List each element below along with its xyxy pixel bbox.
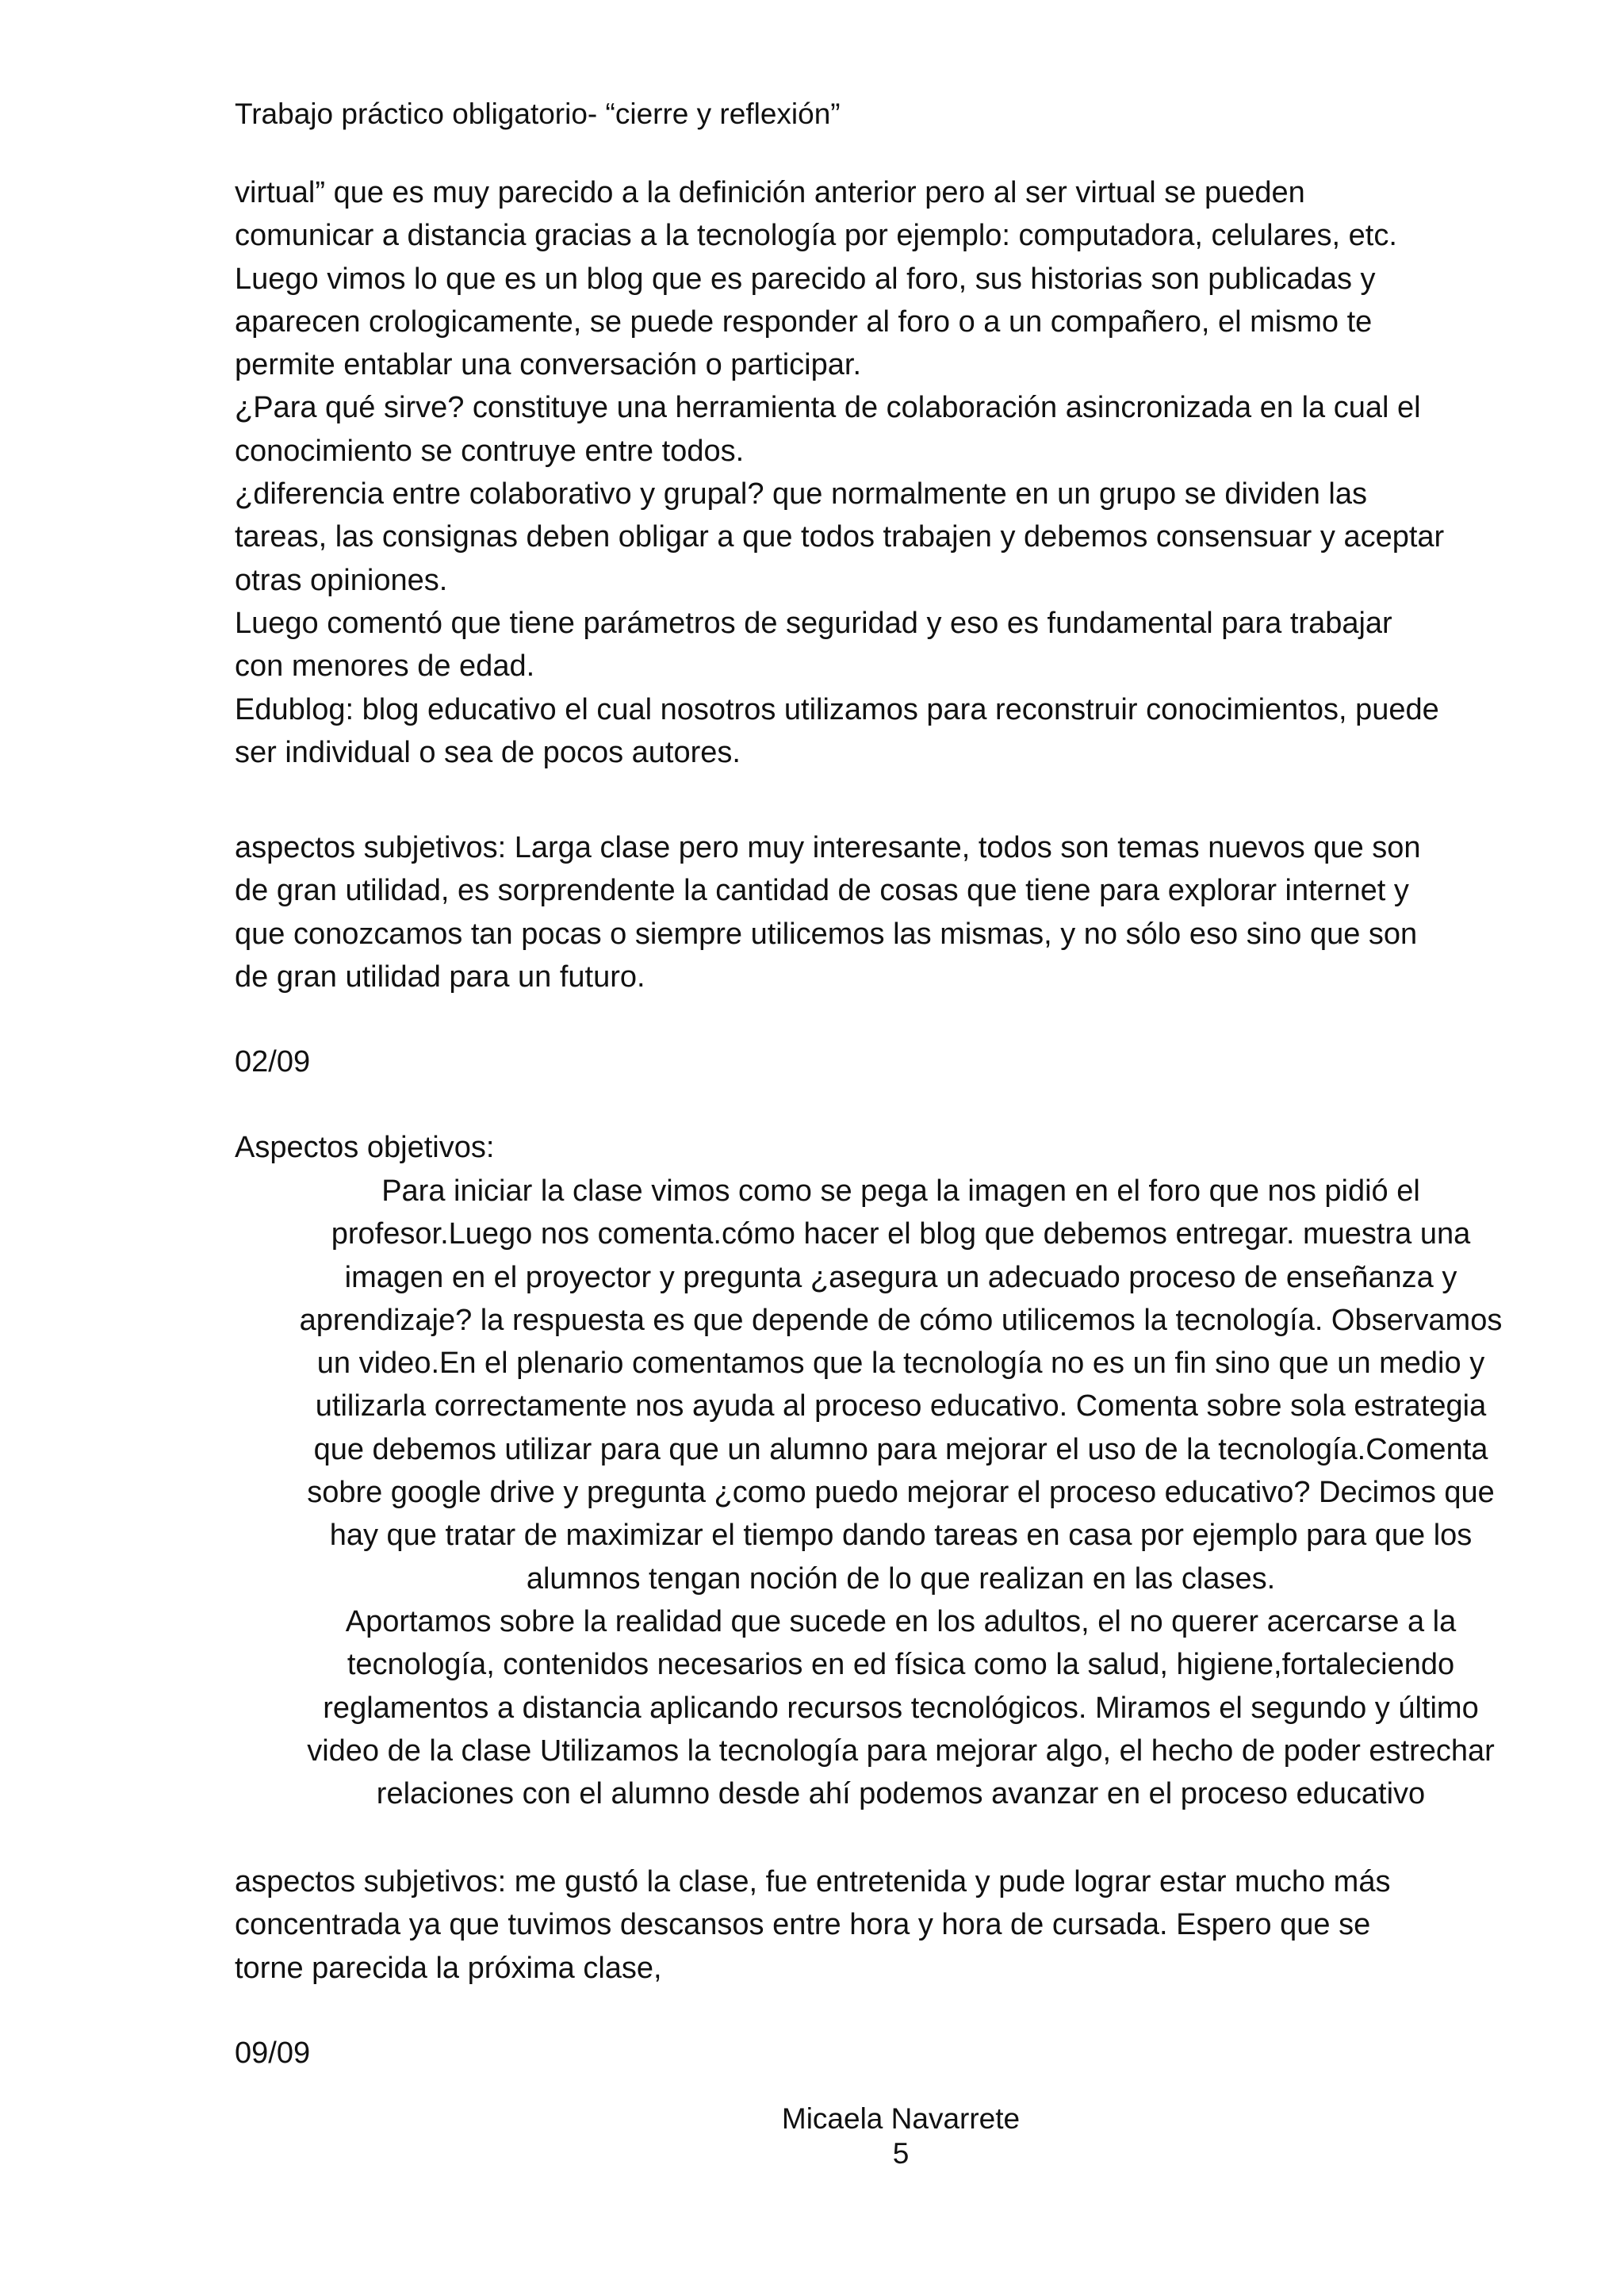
text-line: Para iniciar la clase vimos como se pega la imagen en el foro que nos pidió el	[381, 1174, 1420, 1208]
text-line: torne parecida la próxima clase,	[235, 1951, 662, 1985]
text-line: con menores de edad.	[235, 649, 535, 684]
text-line: Aportamos sobre la realidad que sucede en los adultos, el no querer acercarse a la	[345, 1604, 1457, 1638]
text-line: Edublog: blog educativo el cual nosotros utilizamos para reconstruir conocimientos, puede	[235, 692, 1439, 726]
text-line: otras opiniones.	[235, 563, 448, 597]
text-line: que conozcamos tan pocas o siempre utilicemos las mismas, y no sólo eso sino que son	[235, 917, 1418, 951]
section-objective-centered-text	[235, 1170, 1567, 1815]
text-line: hay que tratar de maximizar el tiempo dando tareas en casa por ejemplo para que los	[329, 1519, 1473, 1553]
date-heading: 02/09	[235, 1045, 311, 1079]
text-line: Luego vimos lo que es un blog que es parecido al foro, sus historias son publicadas y	[235, 262, 1376, 296]
text-line: aspectos subjetivos: Larga clase pero muy interesante, todos son temas nuevos que son	[235, 831, 1421, 864]
text-line: comunicar a distancia gracias a la tecnología por ejemplo: computadora, celulares, etc.	[235, 219, 1397, 253]
text-line: sobre google drive y pregunta ¿como puedo mejorar el proceso educativo? Decimos que	[307, 1476, 1495, 1510]
text-line: video de la clase Utilizamos la tecnología para mejorar algo, el hecho de poder estrechar	[307, 1734, 1495, 1768]
text-line: tecnología, contenidos necesarios en ed física como la salud, higiene,fortaleciendo	[347, 1648, 1455, 1682]
text-line: aspectos subjetivos: me gustó la clase, fue entretenida y pude lograr estar mucho más	[235, 1865, 1391, 1898]
text-line: imagen en el proyector y pregunta ¿asegura un adecuado proceso de enseñanza y	[344, 1260, 1457, 1294]
text-line: reglamentos a distancia aplicando recursos tecnológicos. Miramos el segundo y último	[323, 1691, 1479, 1725]
text-line: ¿Para qué sirve? constituye una herramienta de colaboración asincronizada en la cual el	[235, 391, 1421, 425]
text-line: profesor.Luego nos comenta.cómo hacer el blog que debemos entregar. muestra una	[331, 1217, 1471, 1251]
text-line: concentrada ya que tuvimos descansos entre hora y hora de cursada. Espero que se	[235, 1908, 1371, 1942]
text-line: un video.En el plenario comentamos que la tecnología no es un fin sino que un medio y	[316, 1347, 1485, 1381]
text-line: virtual” que es muy parecido a la definición anterior pero al ser virtual se pueden	[235, 176, 1305, 209]
text-line: que debemos utilizar para que un alumno para mejorar el uso de la tecnología.Comenta	[313, 1432, 1488, 1466]
text-line: de gran utilidad para un futuro.	[235, 960, 645, 994]
text-line: ser individual o sea de pocos autores.	[235, 735, 741, 769]
footer-author: Micaela Navarrete	[781, 2102, 1021, 2135]
section-subjective-text	[235, 826, 1567, 998]
text-line: aparecen crologicamente, se puede responder al foro o a un compañero, el mismo te	[235, 305, 1373, 339]
text-line: permite entablar una conversación o participar.	[235, 348, 862, 382]
text-line: relaciones con el alumno desde ahí podemos avanzar en el proceso educativo	[376, 1777, 1426, 1811]
text-line: ¿diferencia entre colaborativo y grupal? que normalmente en un grupo se dividen las	[235, 477, 1367, 511]
page-number: 5	[892, 2137, 910, 2170]
text-line: de gran utilidad, es sorprendente la cantidad de cosas que tiene para explorar internet y	[235, 874, 1409, 908]
document-header: Trabajo práctico obligatorio- “cierre y reflexión”	[235, 98, 841, 130]
text-line: tareas, las consignas deben obligar a que todos trabajen y debemos consensuar y aceptar	[235, 520, 1445, 554]
text-line: Luego comentó que tiene parámetros de seguridad y eso es fundamental para trabajar	[235, 606, 1392, 640]
objective-aspects-label: Aspectos objetivos:	[235, 1131, 495, 1164]
text-line: alumnos tengan noción de lo que realizan en las clases.	[526, 1561, 1276, 1596]
text-line: utilizarla correctamente nos ayuda al proceso educativo. Comenta sobre sola estrategia	[315, 1389, 1487, 1423]
text-line: aprendizaje? la respuesta es que depende de cómo utilicemos la tecnología. Observamos	[299, 1303, 1503, 1337]
date-heading: 09/09	[235, 2036, 311, 2070]
section-objective-text	[235, 171, 1567, 774]
section-subjective-text	[235, 1860, 1567, 1990]
text-line: conocimiento se contruye entre todos.	[235, 434, 745, 468]
